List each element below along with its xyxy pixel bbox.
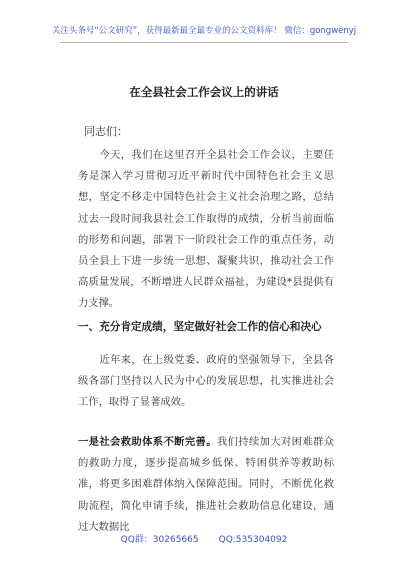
point-lead: 一是社会救助体系不断完善。	[78, 436, 217, 448]
point-paragraph	[78, 432, 334, 538]
footer-qq-group: QQ群：30265665	[120, 535, 199, 545]
section-heading: 一、充分肯定成绩，坚定做好社会工作的信心和决心	[78, 321, 322, 333]
section-paragraph	[78, 350, 334, 414]
opening-paragraph-text: 今天，我们在这里召开全县社会工作会议，主要任务是深入学习贯彻习近平新时代中国特色社会主义思想，坚定不移走中国特色社会主义社会治理之路，总结过去一段时间我县社会工作取得的成绩，分析当前面临的形势和问题，部署下一阶段社会工作的重点任务，动员全县上下进一步统一思想、凝聚共识，推动社会工作高质量发展，不断增进人民群众福祉，为建设*县提供有力支撑。	[78, 149, 334, 310]
footer-qq: QQ:535304092	[218, 535, 288, 545]
opening-paragraph	[78, 145, 334, 315]
footer-contact	[0, 532, 408, 545]
header-promo-text: 关注头条号“公文研究”，获得最新最全最专业的公文资料库！ 微信：gongwenyj	[51, 26, 357, 36]
header-divider	[60, 42, 348, 43]
salutation: 同志们：	[84, 125, 128, 138]
point-body: 我们持续加大对困难群众的救助力度，逐步提高城乡低保、特困供养等救助标准，将更多困难群体纳入保障范围。同时，不断优化救助流程，简化申请手续，推进社会救助信息化建设，通过大数据比	[78, 436, 335, 533]
document-title: 在全县社会工作会议上的讲话	[129, 85, 279, 99]
section-paragraph-text: 近年来，在上级党委、政府的坚强领导下，全县各级各部门坚持以人民为中心的发展思想，扎实推进社会工作，取得了显著成效。	[78, 354, 334, 409]
